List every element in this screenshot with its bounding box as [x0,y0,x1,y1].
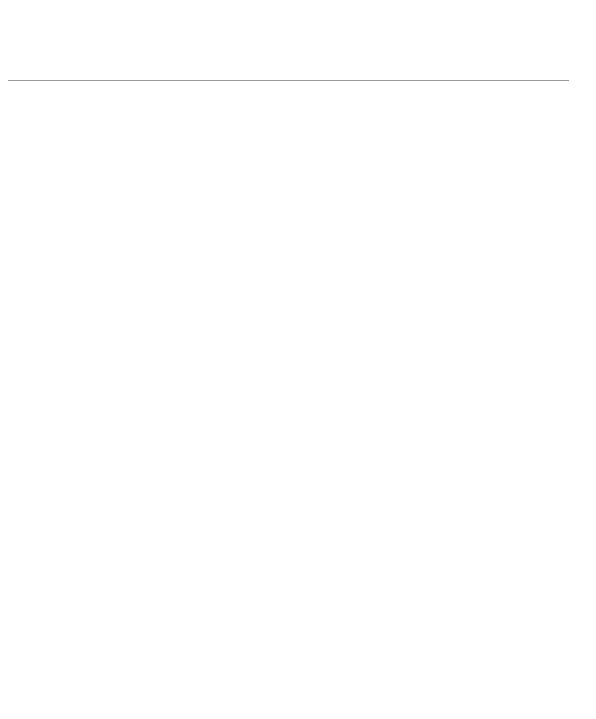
col-header-pos [8,60,45,81]
col-header-match-3 [251,60,286,81]
col-header-match-1 [177,60,214,81]
col-header-match-4 [286,60,322,81]
col-header-match-2 [214,60,251,81]
col-header-change[interactable] [45,60,79,81]
col-header-ges[interactable] [535,60,569,81]
col-header-siege[interactable] [491,60,535,81]
col-header-match-7 [394,60,431,81]
table-header-row [8,60,569,81]
standings-table [8,60,569,81]
col-header-match-6 [357,60,394,81]
col-header-match-5 [322,60,357,81]
col-header-match-8 [431,60,463,81]
col-header-pkt[interactable] [463,60,491,81]
col-header-name [79,60,177,81]
match-results-header [176,16,596,56]
